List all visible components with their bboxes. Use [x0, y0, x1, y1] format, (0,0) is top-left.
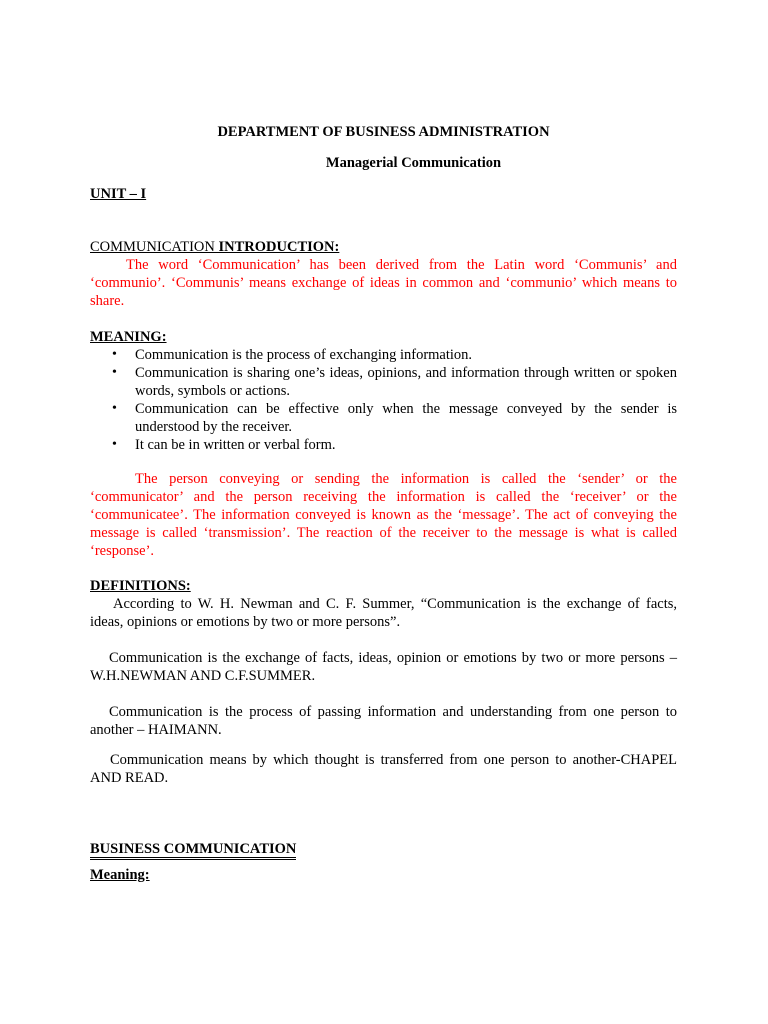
meaning-bullet-list	[90, 346, 677, 454]
definitions-heading-label: DEFINITIONS:	[90, 578, 191, 594]
introduction-heading-part1: COMMUNICATION	[90, 239, 219, 255]
definitions-heading	[90, 577, 677, 595]
definition-item: According to W. H. Newman and C. F. Summer, “Communication is the exchange of facts, ideas, opinions or emotions by two or more persons”.	[90, 596, 677, 630]
bullet-text: It can be in written or verbal form.	[135, 437, 336, 453]
list-item	[90, 436, 677, 454]
introduction-heading-part2: INTRODUCTION:	[218, 239, 340, 255]
definition-item: Communication is the exchange of facts, ideas, opinion or emotions by two or more persons – W.H.NEWMAN AND C.F.SUMMER.	[90, 650, 677, 684]
bullet-text: Communication can be effective only when the message conveyed by the sender is understood by the receiver.	[135, 401, 677, 435]
list-item	[90, 346, 677, 364]
subject-title: Managerial Communication	[325, 155, 502, 171]
definition-item: Communication means by which thought is transferred from one person to another-CHAPEL AND READ.	[90, 752, 677, 786]
definition-item: Communication is the process of passing information and understanding from one person to another – HAIMANN.	[90, 704, 677, 738]
bullet-text: Communication is the process of exchanging information.	[135, 347, 473, 363]
business-communication-label: BUSINESS COMMUNICATION	[90, 841, 296, 860]
bullet-icon: •	[112, 347, 117, 362]
list-item	[90, 400, 677, 436]
bullet-icon: •	[112, 401, 117, 416]
business-meaning-label: Meaning:	[90, 867, 150, 883]
meaning-heading	[90, 328, 677, 346]
department-title: DEPARTMENT OF BUSINESS ADMINISTRATION	[217, 124, 550, 140]
bullet-icon: •	[112, 437, 117, 452]
business-meaning-heading	[90, 866, 677, 884]
bullet-icon: •	[112, 365, 117, 380]
meaning-paragraph: The person conveying or sending the information is called the ‘sender’ or the ‘communicator’ and the person receiving the information is called the ‘receiver’ or the ‘communicatee’. The information conveyed is known as the ‘message’. The act of conveying the message is called ‘transmission’. The reaction of the receiver to the message is what is called ‘response’.	[90, 471, 677, 559]
meaning-heading-label: MEANING:	[90, 329, 167, 345]
list-item	[90, 364, 677, 400]
unit-heading	[90, 185, 677, 203]
unit-label: UNIT – I	[90, 186, 147, 202]
introduction-text: The word ‘Communication’ has been derived from the Latin word ‘Communis’ and ‘communio’. ‘Communis’ means exchange of ideas in common and ‘communio’ which means to share.	[90, 257, 677, 309]
introduction-heading	[90, 238, 677, 256]
bullet-text: Communication is sharing one’s ideas, opinions, and information through written or spoken words, symbols or actions.	[135, 365, 677, 399]
business-communication-heading	[90, 840, 677, 858]
